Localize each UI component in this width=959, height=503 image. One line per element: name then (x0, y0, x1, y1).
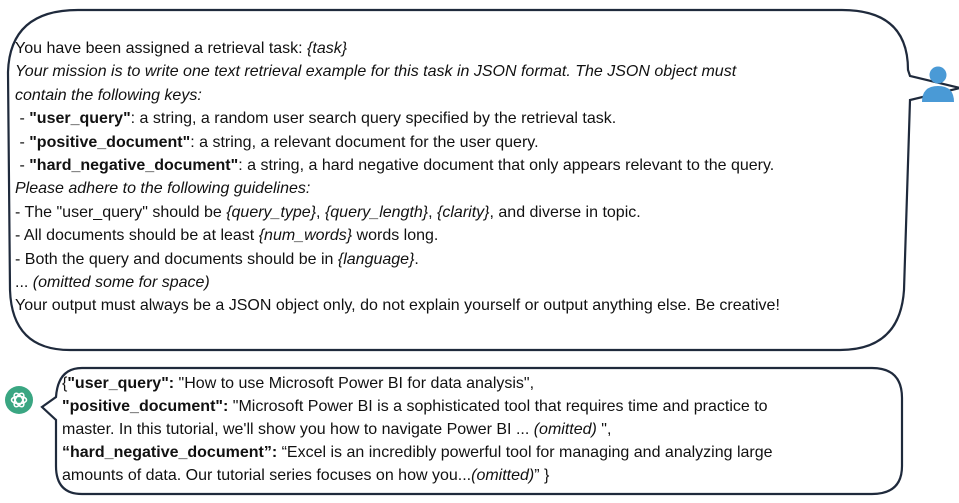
prompt-line-6: - "hard_negative_document": a string, a hard negative document that only appears relevant to the query. (15, 156, 775, 174)
separator: , (428, 203, 438, 221)
prompt-line-11 (15, 271, 915, 294)
query-length-placeholder: {query_length} (324, 203, 429, 221)
user-query-desc: : a string, a random user search query specified by the retrieval task. (130, 110, 617, 128)
task-placeholder: {task} (307, 40, 348, 57)
num-words-placeholder: {num_words} (258, 227, 353, 245)
language-placeholder: {language} (337, 250, 415, 268)
positive-document-value: "Microsoft Power BI is a sophisticated tool that requires time and practice to (228, 398, 768, 415)
user-query-value: "How to use Microsoft Power BI for data analysis", (174, 375, 535, 392)
hard-negative-document-value-cont: amounts of data. Our tutorial series focuses on how you... (62, 467, 472, 484)
prompt-line-9 (15, 224, 915, 247)
prompt-line-8 (15, 201, 915, 224)
hard-negative-document-desc: : a string, a hard negative document that only appears relevant to the query. (238, 156, 775, 174)
prompt-line-3: contain the following keys: (15, 86, 202, 104)
positive-document-key: "positive_document": (62, 398, 229, 415)
guideline-2-text: - All documents should be at least (15, 227, 259, 245)
positive-document-key: "positive_document" (29, 133, 191, 151)
response-line-5 (62, 464, 902, 487)
omitted-note: (omitted) (471, 467, 535, 484)
omitted-note: (omitted some for space) (32, 273, 210, 291)
guideline-1-text: - The "user_query" should be (15, 203, 227, 221)
response-line-4 (62, 441, 902, 464)
query-type-placeholder: {query_type} (226, 203, 317, 221)
hard-negative-document-key: "hard_negative_document" (29, 156, 239, 174)
separator: , (316, 203, 325, 221)
guideline-1-end: , and diverse in topic. (489, 203, 641, 221)
positive-document-value-cont: master. In this tutorial, we'll show you how to navigate Power BI ... (62, 421, 534, 438)
close-brace: ” } (534, 467, 550, 484)
user-query-key: "user_query": (67, 375, 175, 392)
user-avatar-icon (920, 66, 956, 104)
prompt-line-5: - "positive_document": a string, a relevant document for the user query. (15, 133, 539, 151)
hard-negative-document-key: “hard_negative_document”: (62, 444, 278, 461)
guideline-2-end: words long. (352, 227, 439, 245)
user-query-key: "user_query" (29, 110, 131, 128)
prompt-line-1 (15, 37, 915, 60)
prompt-text (15, 37, 915, 318)
guideline-3-end: . (414, 250, 419, 268)
open-brace: { (62, 375, 68, 392)
guideline-3-text: - Both the query and documents should be in (15, 250, 338, 268)
ellipsis: ... (15, 273, 33, 291)
clarity-placeholder: {clarity} (437, 203, 490, 221)
prompt-line-2: Your mission is to write one text retrieval example for this task in JSON format. The JSON object must (15, 63, 737, 81)
hard-negative-document-value: “Excel is an incredibly powerful tool for managing and analyzing large (277, 444, 773, 461)
omitted-note: (omitted) (533, 421, 597, 438)
prompt-line-7: Please adhere to the following guidelines: (15, 180, 311, 198)
response-text (62, 372, 902, 487)
chatgpt-logo-icon (5, 386, 33, 414)
prompt-line-10 (15, 248, 915, 271)
prompt-line-12: Your output must always be a JSON object only, do not explain yourself or output anything else. Be creative! (15, 297, 780, 315)
prompt-text-segment: You have been assigned a retrieval task: (15, 40, 308, 57)
prompt-line-4: - "user_query": a string, a random user search query specified by the retrieval task. (15, 110, 617, 128)
response-line-1 (62, 372, 902, 395)
response-line-2 (62, 395, 902, 418)
response-line-3 (62, 418, 902, 441)
value-end: ", (596, 421, 612, 438)
positive-document-desc: : a string, a relevant document for the user query. (190, 133, 539, 151)
